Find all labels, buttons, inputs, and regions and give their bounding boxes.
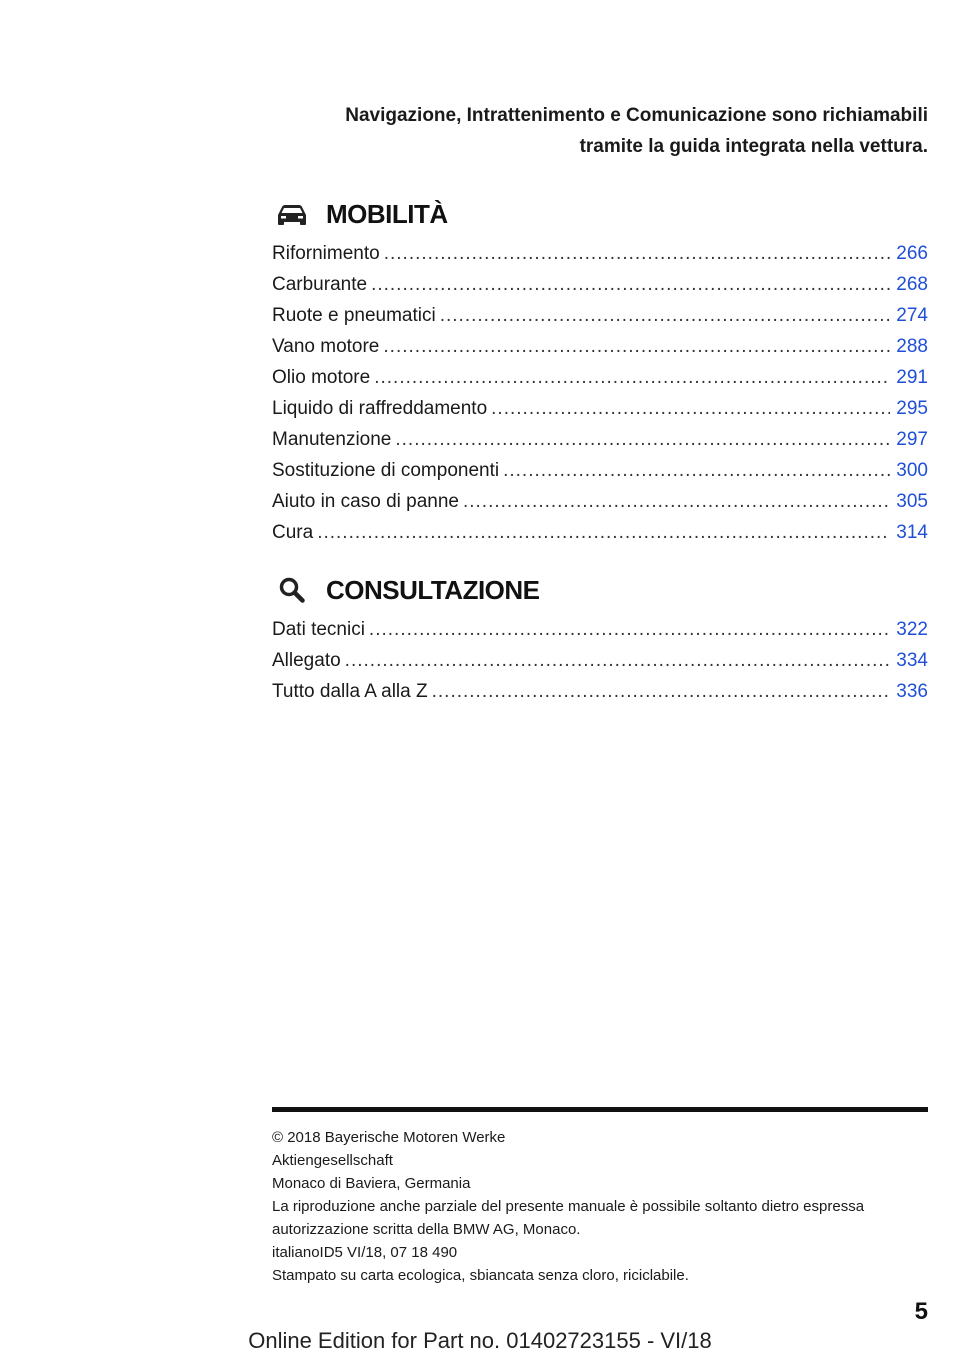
section-title: CONSULTAZIONE [326, 574, 540, 605]
imprint [272, 1126, 928, 1287]
dot-leader [440, 300, 891, 331]
intro-line-2: tramite la guida integrata nella vettura. [579, 136, 928, 157]
imprint-line: autorizzazione scritta della BMW AG, Monaco. [272, 1221, 581, 1238]
toc-entry[interactable] [272, 362, 928, 393]
toc-entry[interactable] [272, 676, 928, 707]
toc-label: Ruote e pneumatici [272, 305, 436, 326]
toc-entry[interactable] [272, 269, 928, 300]
imprint-line: Monaco di Baviera, Germania [272, 1175, 471, 1192]
toc-page-link[interactable]: 334 [896, 650, 928, 671]
dot-leader [383, 331, 890, 362]
toc-page-link[interactable]: 274 [896, 305, 928, 326]
toc-label: Carburante [272, 274, 368, 295]
toc-entry[interactable] [272, 238, 928, 269]
intro-note [248, 100, 928, 162]
edition-watermark: Online Edition for Part no. 01402723155 - VI/18 [248, 1328, 712, 1353]
dot-leader [374, 362, 890, 393]
dot-leader [503, 455, 890, 486]
toc-entry[interactable] [272, 486, 928, 517]
dot-leader [432, 676, 891, 707]
toc-label: Liquido di raffreddamento [272, 398, 488, 419]
dot-leader [491, 393, 890, 424]
section-reference [272, 570, 928, 707]
footer-divider [272, 1107, 928, 1112]
page-number: 5 [914, 1298, 928, 1325]
toc-list [272, 238, 928, 548]
toc-page-link[interactable]: 268 [896, 274, 928, 295]
imprint-line: Stampato su carta ecologica, sbiancata senza cloro, riciclabile. [272, 1267, 689, 1284]
dot-leader [317, 517, 890, 548]
imprint-line: © 2018 Bayerische Motoren Werke [272, 1129, 506, 1146]
toc-page-link[interactable]: 291 [896, 367, 928, 388]
imprint-line: Aktiengesellschaft [272, 1152, 393, 1169]
imprint-line: italianoID5 VI/18, 07 18 490 [272, 1244, 458, 1261]
section-header [272, 570, 928, 610]
imprint-line: La riproduzione anche parziale del presente manuale è possibile soltanto dietro espressa [272, 1198, 865, 1215]
dot-leader [463, 486, 890, 517]
dot-leader [384, 238, 891, 269]
toc-page-link[interactable]: 336 [896, 681, 928, 702]
toc-page-link[interactable]: 322 [896, 619, 928, 640]
toc-page-link[interactable]: 266 [896, 243, 928, 264]
section-mobility [272, 194, 928, 548]
toc-label: Rifornimento [272, 243, 380, 264]
toc-entry[interactable] [272, 393, 928, 424]
section-header [272, 194, 928, 234]
toc-list [272, 614, 928, 707]
toc-entry[interactable] [272, 424, 928, 455]
dot-leader [371, 269, 890, 300]
toc-label: Olio motore [272, 367, 371, 388]
section-title: MOBILITÀ [326, 198, 448, 229]
toc-entry[interactable] [272, 517, 928, 548]
search-icon [272, 575, 312, 605]
toc-label: Sostituzione di componenti [272, 460, 500, 481]
toc-page-link[interactable]: 300 [896, 460, 928, 481]
dot-leader [395, 424, 890, 455]
toc-page-link[interactable]: 305 [896, 491, 928, 512]
toc-page-link[interactable]: 288 [896, 336, 928, 357]
toc-label: Dati tecnici [272, 619, 365, 640]
car-icon [272, 199, 312, 229]
toc-label: Vano motore [272, 336, 380, 357]
toc-label: Manutenzione [272, 429, 392, 450]
toc-entry[interactable] [272, 300, 928, 331]
toc-entry[interactable] [272, 455, 928, 486]
toc-label: Allegato [272, 650, 341, 671]
dot-leader [369, 614, 890, 645]
toc-page-link[interactable]: 314 [896, 522, 928, 543]
toc-label: Tutto dalla A alla Z [272, 681, 428, 702]
toc-entry[interactable] [272, 645, 928, 676]
toc-label: Cura [272, 522, 314, 543]
toc-entry[interactable] [272, 614, 928, 645]
toc-entry[interactable] [272, 331, 928, 362]
toc-label: Aiuto in caso di panne [272, 491, 459, 512]
toc-page-link[interactable]: 295 [896, 398, 928, 419]
intro-line-1: Navigazione, Intrattenimento e Comunicazione sono richiamabili [345, 105, 928, 126]
toc-page-link[interactable]: 297 [896, 429, 928, 450]
dot-leader [345, 645, 891, 676]
